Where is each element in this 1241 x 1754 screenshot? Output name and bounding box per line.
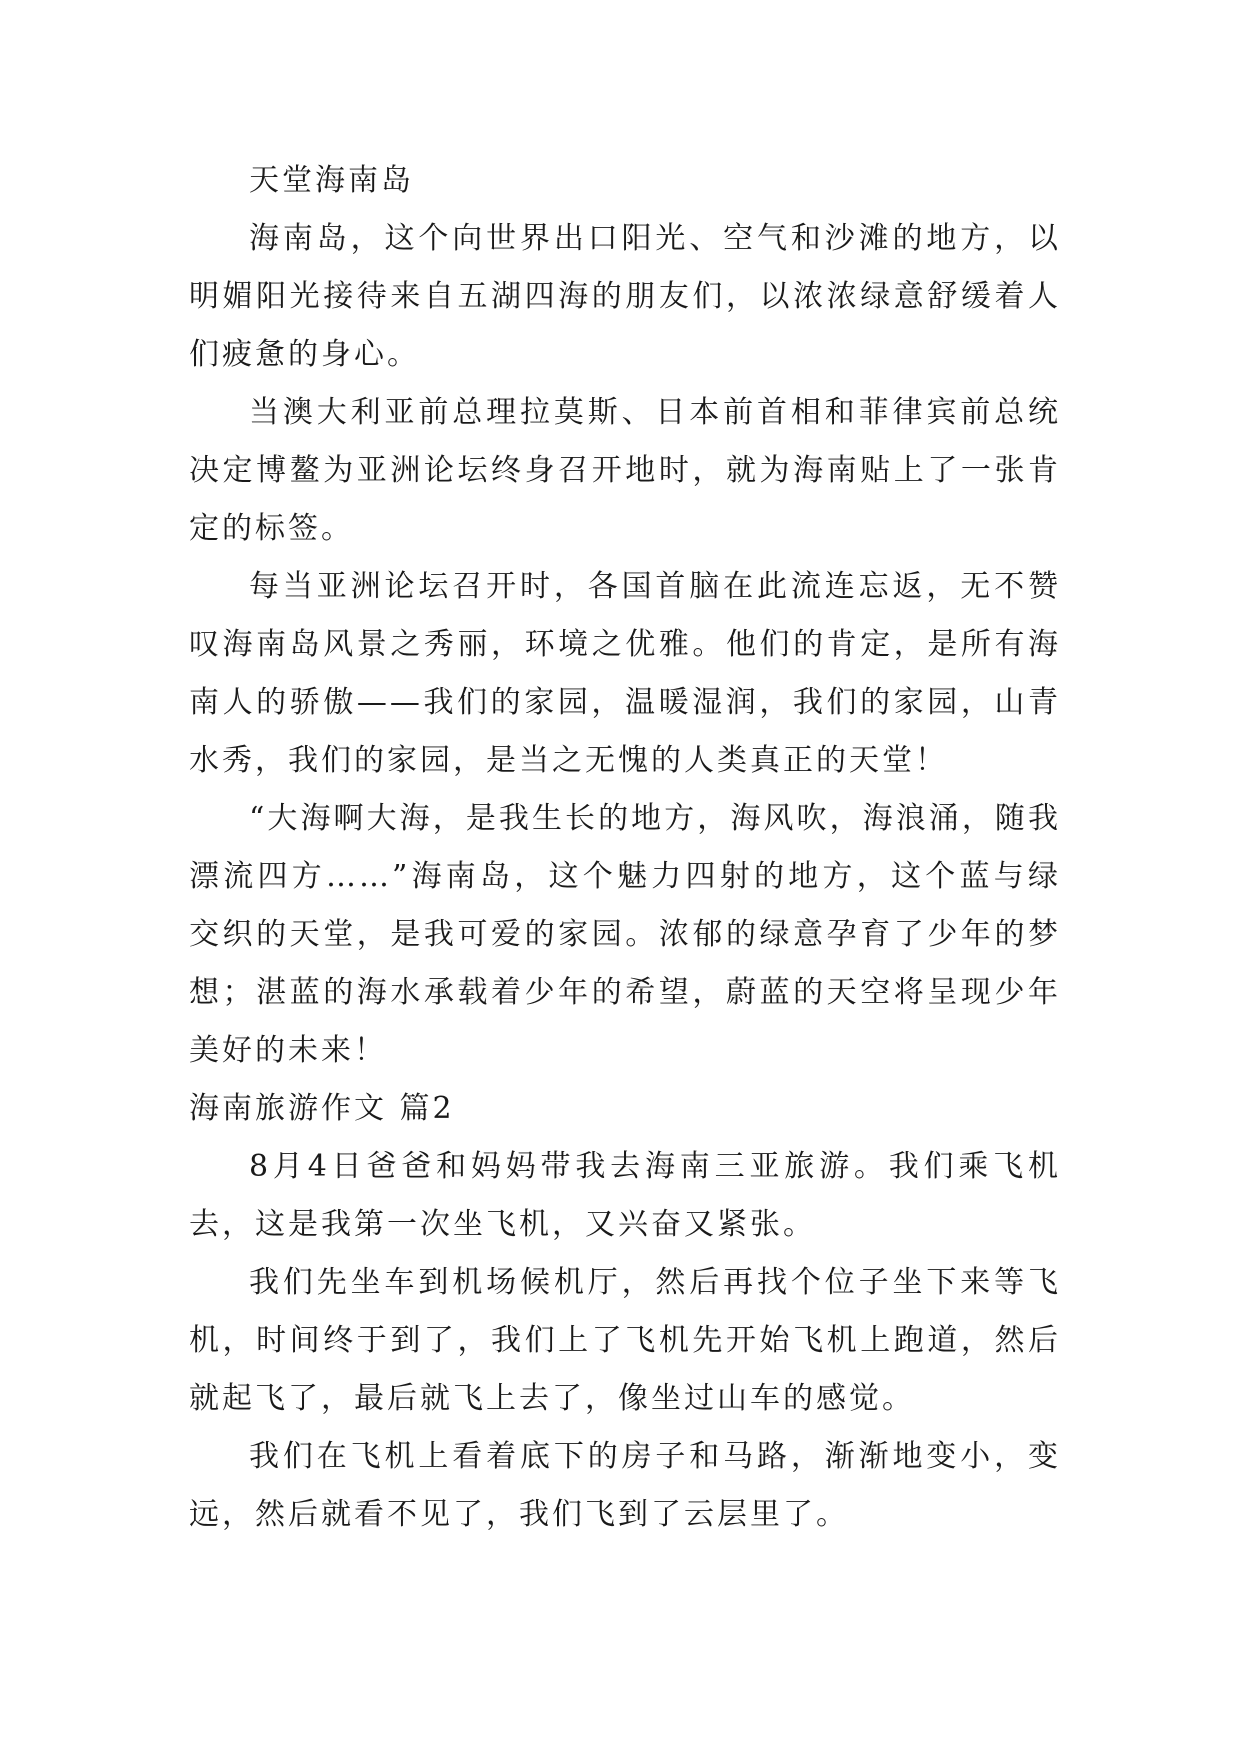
paragraph: 每当亚洲论坛召开时，各国首脑在此流连忘返，无不赞叹海南岛风景之秀丽，环境之优雅。他们的肯定，是所有海南人的骄傲——我们的家园，温暖湿润，我们的家园，山青水秀，我们的家园，是当之无愧的人类真正的天堂！ [189,569,1061,778]
paragraph: 海南岛，这个向世界出口阳光、空气和沙滩的地方，以明媚阳光接待来自五湖四海的朋友们，以浓浓绿意舒缓着人们疲惫的身心。 [189,221,1061,372]
essay-title: 天堂海南岛 [249,163,414,198]
paragraph: “大海啊大海，是我生长的地方，海风吹，海浪涌，随我漂流四方……”海南岛，这个魅力四射的地方，这个蓝与绿交织的天堂，是我可爱的家园。浓郁的绿意孕育了少年的梦想；湛蓝的海水承载着少年的希望，蔚蓝的天空将呈现少年美好的未来！ [189,801,1061,1068]
paragraph: 当澳大利亚前总理拉莫斯、日本前首相和菲律宾前总统决定博鳌为亚洲论坛终身召开地时，就为海南贴上了一张肯定的标签。 [189,395,1061,546]
paragraph: 8月4日爸爸和妈妈带我去海南三亚旅游。我们乘飞机去，这是我第一次坐飞机，又兴奋又紧张。 [189,1149,1061,1242]
section-heading: 海南旅游作文 篇2 [189,1091,455,1126]
paragraph: 我们先坐车到机场候机厅，然后再找个位子坐下来等飞机，时间终于到了，我们上了飞机先开始飞机上跑道，然后就起飞了，最后就飞上去了，像坐过山车的感觉。 [189,1265,1061,1416]
paragraph: 我们在飞机上看着底下的房子和马路，渐渐地变小，变远，然后就看不见了，我们飞到了云层里了。 [189,1439,1061,1532]
document-body [189,152,1061,1544]
